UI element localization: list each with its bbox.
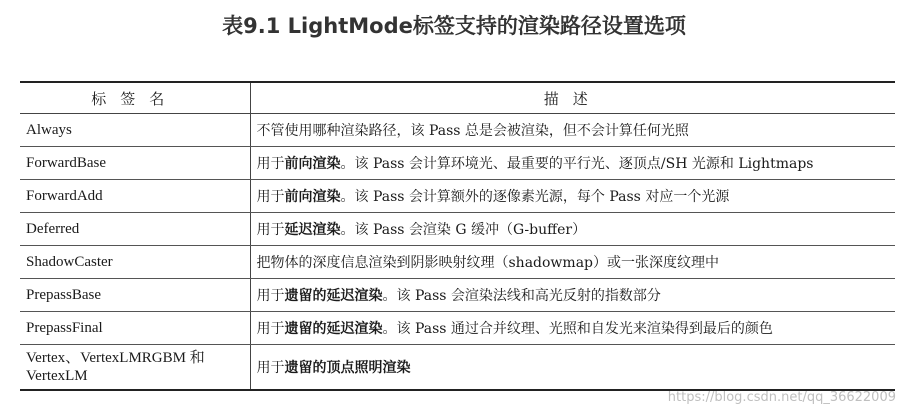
table-row [20, 312, 895, 345]
description-cell [250, 147, 895, 180]
description-cell [250, 246, 895, 279]
table-row [20, 213, 895, 246]
tag-name-cell: ForwardBase [20, 147, 250, 180]
description-cell [250, 213, 895, 246]
table-row [20, 279, 895, 312]
desc-text-rest: 。该 Pass 会渲染 G 缓冲（G-buffer） [340, 222, 587, 238]
description-cell [250, 279, 895, 312]
header-row [20, 82, 895, 114]
tag-name-cell: Deferred [20, 213, 250, 246]
desc-text-rest: 。该 Pass 会计算额外的逐像素光源，每个 Pass 对应一个光源 [340, 189, 730, 205]
desc-text-rest: 。该 Pass 会渲染法线和高光反射的指数部分 [382, 288, 661, 304]
table-row [20, 147, 895, 180]
tag-name-cell: PrepassFinal [20, 312, 250, 345]
table-row [20, 180, 895, 213]
watermark: https://blog.csdn.net/qq_36622009 [667, 390, 896, 405]
description-cell [250, 180, 895, 213]
desc-text: 用于 [256, 156, 285, 172]
desc-bold-text: 前向渲染 [284, 156, 341, 172]
tag-name-cell: PrepassBase [20, 279, 250, 312]
desc-text: 用于 [256, 360, 285, 376]
table-row [20, 246, 895, 279]
table-row [20, 345, 895, 391]
table-caption: 表9.1 LightMode标签支持的渲染路径设置选项 [222, 14, 686, 38]
tag-name-cell: Vertex、VertexLMRGBM 和 VertexLM [20, 345, 250, 391]
description-cell [250, 114, 895, 147]
desc-bold-text: 前向渲染 [284, 189, 341, 205]
desc-text: 把物体的深度信息渲染到阴影映射纹理（shadowmap）或一张深度纹理中 [256, 255, 720, 271]
desc-text: 用于 [256, 189, 285, 205]
table-row [20, 114, 895, 147]
desc-bold-text: 遗留的顶点照明渲染 [284, 360, 411, 376]
desc-text-rest: 。该 Pass 通过合并纹理、光照和自发光来渲染得到最后的颜色 [382, 321, 773, 337]
desc-text-rest: 。该 Pass 会计算环境光、最重要的平行光、逐顶点/SH 光源和 Lightmaps [340, 156, 814, 172]
lightmode-table-container [20, 81, 895, 391]
lightmode-table [20, 81, 895, 391]
tag-name-cell: ShadowCaster [20, 246, 250, 279]
header-tag-name: 标签名 [20, 82, 250, 114]
desc-text: 不管使用哪种渲染路径，该 Pass 总是会被渲染，但不会计算任何光照 [256, 123, 689, 139]
header-description: 描述 [250, 82, 895, 114]
tag-name-cell: Always [20, 114, 250, 147]
description-cell [250, 345, 895, 391]
desc-bold-text: 遗留的延迟渲染 [284, 288, 383, 304]
desc-text: 用于 [256, 288, 285, 304]
desc-text: 用于 [256, 222, 285, 238]
desc-bold-text: 延迟渲染 [284, 222, 341, 238]
desc-bold-text: 遗留的延迟渲染 [284, 321, 383, 337]
description-cell [250, 312, 895, 345]
tag-name-cell: ForwardAdd [20, 180, 250, 213]
desc-text: 用于 [256, 321, 285, 337]
